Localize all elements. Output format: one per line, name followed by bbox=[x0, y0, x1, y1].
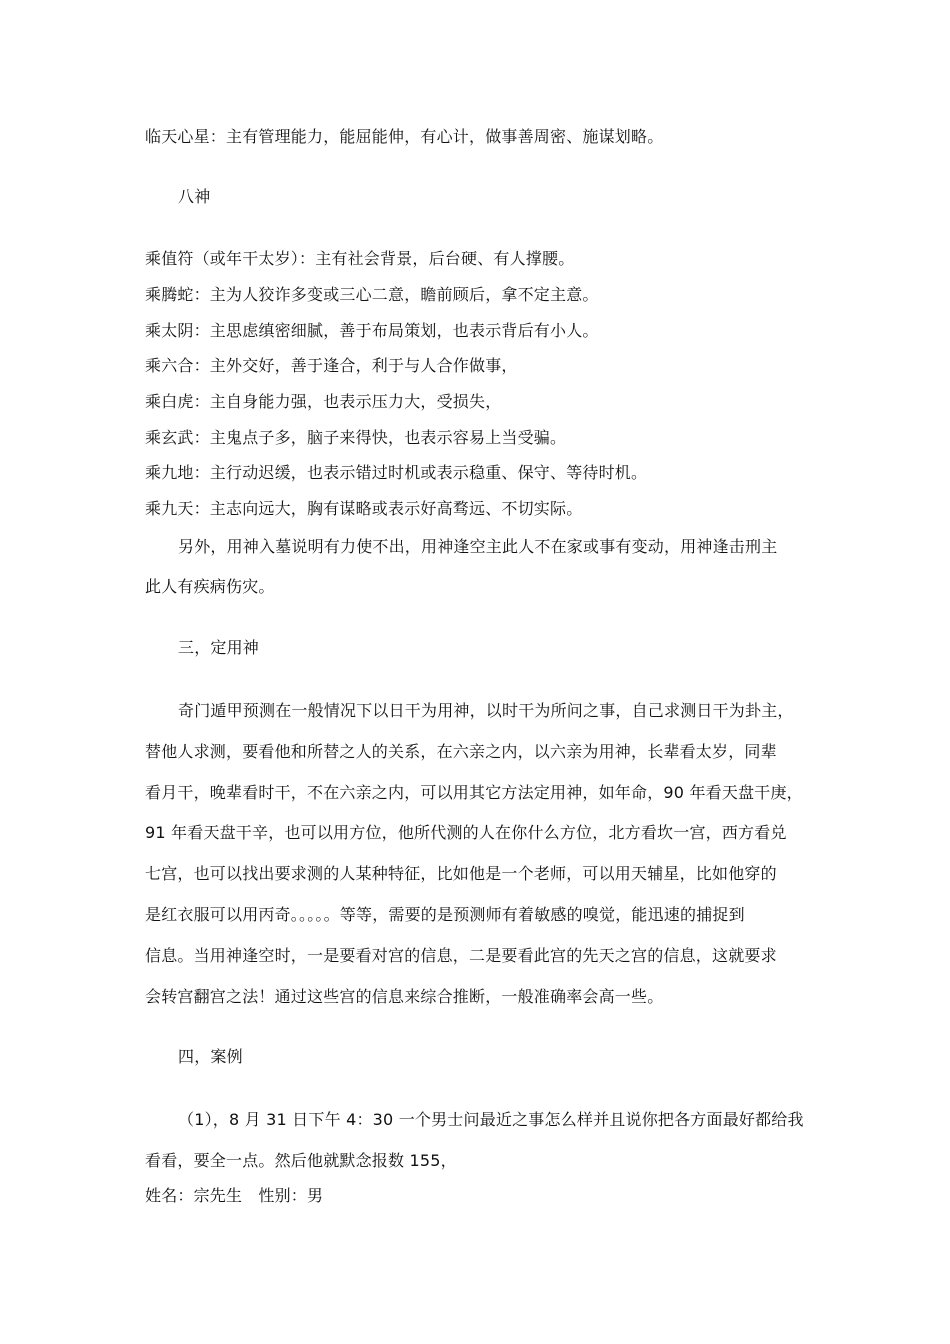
bashen-item: 乘六合：主外交好，善于逢合，利于与人合作做事， bbox=[145, 356, 518, 375]
bashen-note-line: 此人有疾病伤灾。 bbox=[145, 577, 275, 596]
bashen-item: 乘九天：主志向远大，胸有谋略或表示好高骛远、不切实际。 bbox=[145, 499, 583, 518]
paragraph-line: 奇门遁甲预测在一般情况下以日干为用神，以时干为所问之事，自己求测日干为卦主， bbox=[178, 701, 794, 720]
bashen-item: 乘白虎：主自身能力强，也表示压力大，受损失， bbox=[145, 392, 502, 411]
paragraph-line: 91 年看天盘干辛，也可以用方位，他所代测的人在你什么方位，北方看坎一宫，西方看兑 bbox=[145, 823, 787, 842]
bashen-item: 乘腾蛇：主为人狡诈多变或三心二意，瞻前顾后，拿不定主意。 bbox=[145, 285, 599, 304]
case-line: （1），8 月 31 日下午 4：30 一个男士问最近之事怎么样并且说你把各方面最好都给我 bbox=[178, 1110, 804, 1129]
bashen-note-line: 另外，用神入墓说明有力使不出，用神逢空主此人不在家或事有变动，用神逢击刑主 bbox=[178, 537, 778, 556]
paragraph-line: 看月干，晚辈看时干，不在六亲之内，可以用其它方法定用神，如年命，90 年看天盘干庚， bbox=[145, 783, 803, 802]
bashen-item: 乘值符（或年干太岁）：主有社会背景，后台硬、有人撑腰。 bbox=[145, 249, 575, 268]
bashen-item: 乘玄武：主鬼点子多，脑子来得快，也表示容易上当受骗。 bbox=[145, 428, 567, 447]
bashen-item: 乘九地：主行动迟缓，也表示错过时机或表示稳重、保守、等待时机。 bbox=[145, 463, 648, 482]
paragraph-line: 七宫，也可以找出要求测的人某种特征，比如他是一个老师，可以用天辅星，比如他穿的 bbox=[145, 864, 777, 883]
paragraph-line: 是红衣服可以用丙奇。。。。。等等，需要的是预测师有着敏感的嗅觉，能迅速的捕捉到 bbox=[145, 905, 745, 924]
paragraph-line: 会转宫翻宫之法！通过这些宫的信息来综合推断，一般准确率会高一些。 bbox=[145, 987, 664, 1006]
paragraph-line: 替他人求测，要看他和所替之人的关系，在六亲之内，以六亲为用神，长辈看太岁，同辈 bbox=[145, 742, 777, 761]
case-line: 看看，要全一点。然后他就默念报数 155， bbox=[145, 1151, 457, 1170]
section-heading-bashen: 八神 bbox=[178, 187, 211, 206]
bashen-item: 乘太阴：主思虑缜密细腻，善于布局策划，也表示背后有小人。 bbox=[145, 321, 599, 340]
section-heading-four: 四，案例 bbox=[178, 1047, 243, 1066]
intro-line: 临天心星：主有管理能力，能屈能伸，有心计，做事善周密、施谋划略。 bbox=[145, 127, 664, 146]
section-heading-three: 三，定用神 bbox=[178, 638, 260, 657]
paragraph-line: 信息。当用神逢空时，一是要看对宫的信息，二是要看此宫的先天之宫的信息，这就要求 bbox=[145, 946, 777, 965]
case-info-line: 姓名：宗先生 性别：男 bbox=[145, 1186, 324, 1205]
